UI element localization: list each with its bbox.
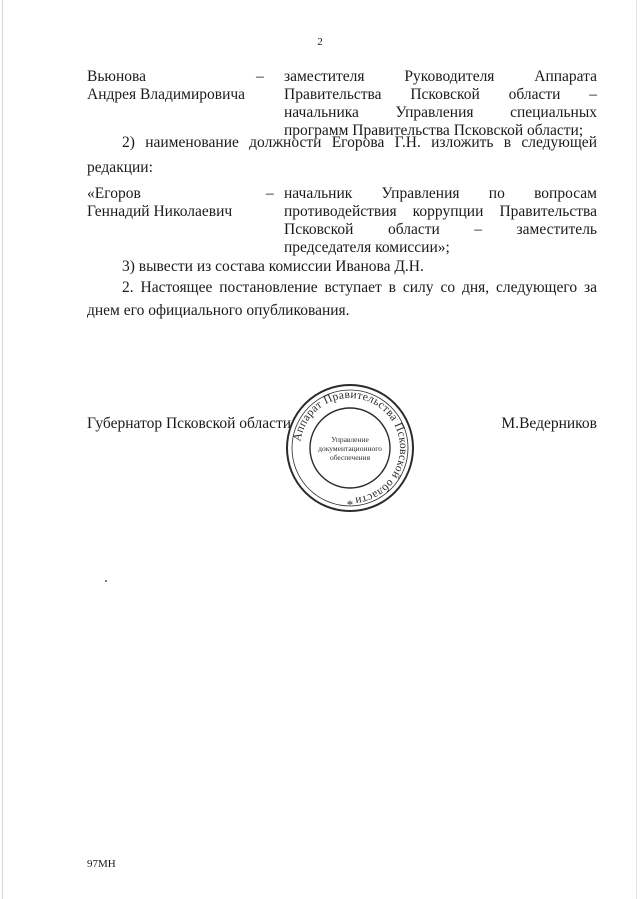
paragraph-2-line: днем его официального опубликования. [87, 302, 350, 319]
member-position-line: противодействия коррупции Правительства [284, 203, 597, 220]
stamp-inner-line: обеспечения [329, 453, 371, 462]
signature-title: Губернатор Псковской области [87, 415, 292, 432]
scan-speck [105, 580, 107, 582]
member-position-line: Псковской области – заместитель [284, 221, 597, 238]
paragraph-2-line: 2. Настоящее постановление вступает в силу со дня, следующего за [122, 279, 597, 296]
official-stamp-seal [282, 380, 418, 516]
member-position-line: председателя комиссии»; [284, 239, 450, 256]
item-2-line: редакции: [87, 159, 153, 176]
member-name: Вьюнова [87, 68, 147, 85]
member-position-line: заместителя Руководителя Аппарата [284, 68, 597, 85]
signature-name: М.Ведерников [501, 415, 597, 432]
member-dash: – [266, 185, 274, 202]
footer-code: 97МН [87, 858, 116, 870]
page-number: 2 [317, 36, 323, 48]
member-position-line: программ Правительства Псковской области; [284, 122, 584, 139]
member-position-line: начальника Управления специальных [284, 104, 597, 121]
item-3: 3) вывести из состава комиссии Иванова Д.Н. [122, 258, 424, 275]
member-dash: – [256, 68, 264, 85]
scan-edge [636, 0, 637, 899]
member-position-line: начальник Управления по вопросам [284, 185, 597, 202]
stamp-inner-line: документационного [318, 444, 382, 453]
stamp-inner-line: Управление [331, 435, 369, 444]
member-name: Геннадий Николаевич [87, 203, 233, 220]
stamp-star: * [346, 497, 354, 512]
item-2-line: 2) наименование должности Егорова Г.Н. изложить в следующей [122, 134, 597, 151]
member-name: «Егоров [87, 185, 141, 202]
scan-edge [2, 0, 3, 899]
stamp-outer-text: Аппарат Правительства Псковской области [291, 388, 410, 507]
member-position-line: Правительства Псковской области – [284, 86, 597, 103]
member-name: Андрея Владимировича [87, 86, 246, 103]
